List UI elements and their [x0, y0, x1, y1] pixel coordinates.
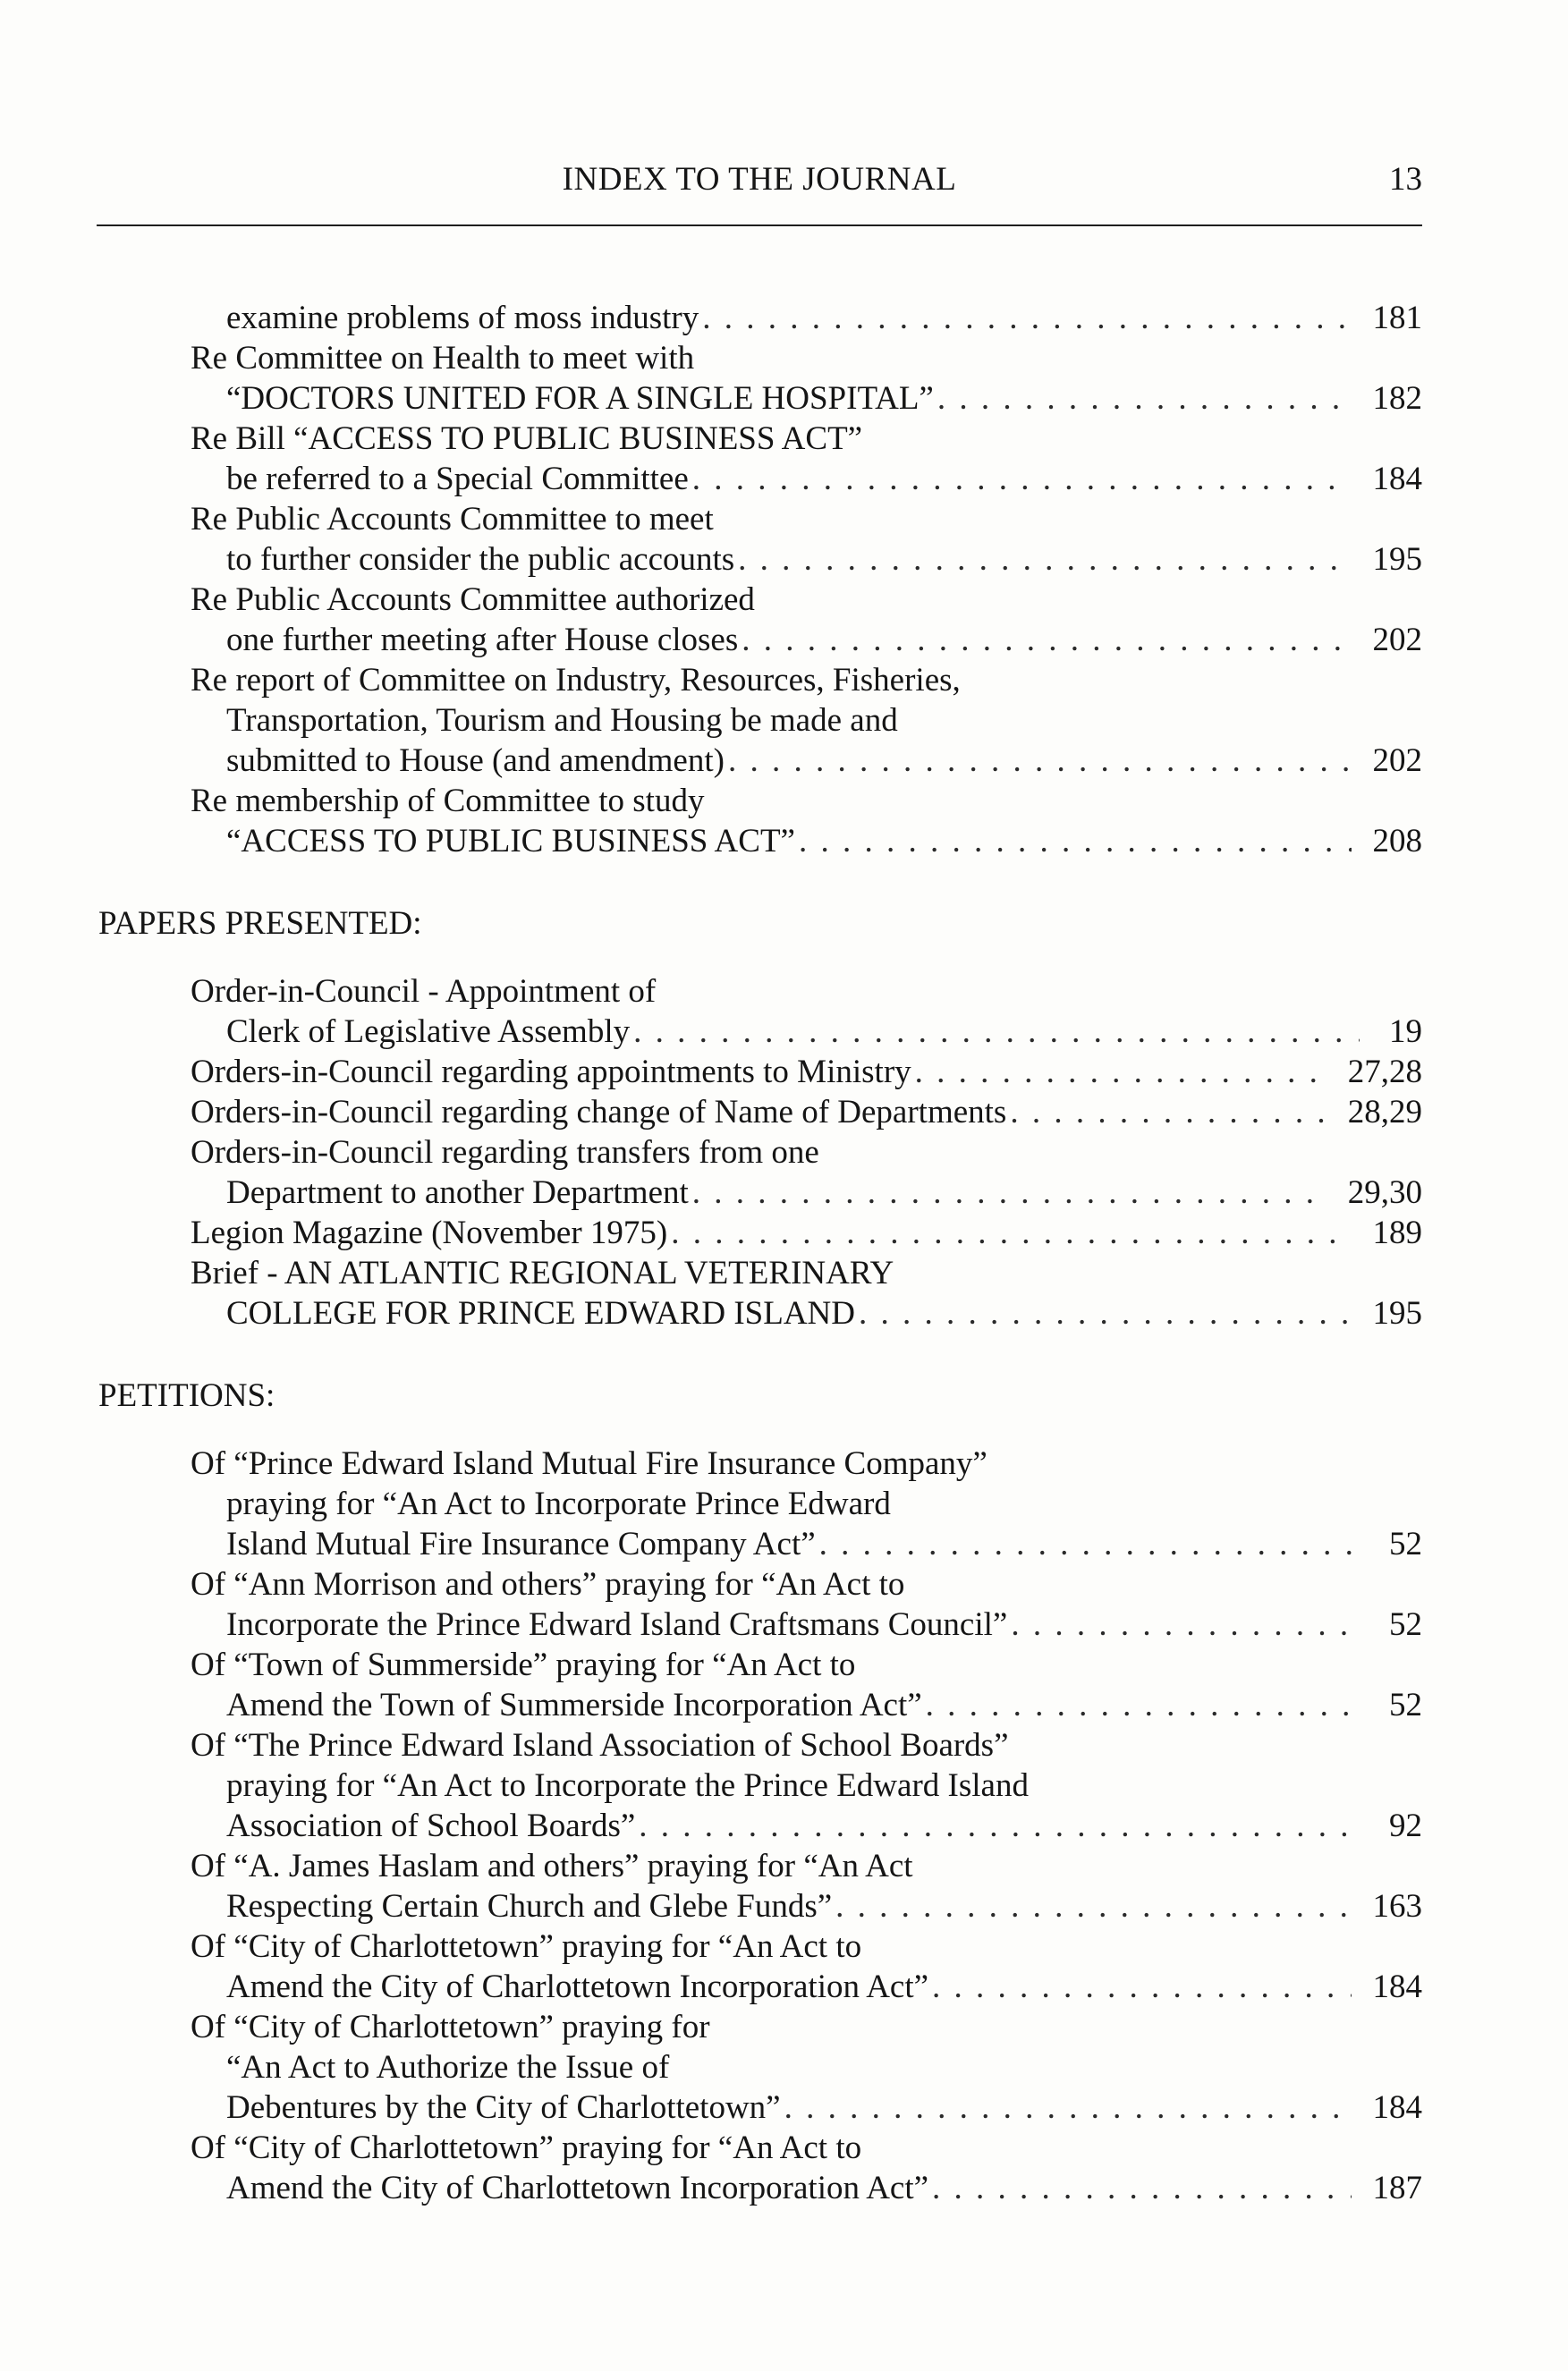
header-rule: [97, 224, 1422, 226]
section-heading: PAPERS PRESENTED:: [98, 905, 422, 942]
page-reference: 181: [1372, 300, 1422, 336]
index-entry: [0, 1725, 1568, 1846]
entry-text: Amend the Town of Summerside Incorporation Act”: [226, 1687, 922, 1723]
index-entry: [0, 1092, 1568, 1132]
entry-text: “An Act to Authorize the Issue of: [226, 2049, 670, 2086]
index-entry: [0, 2007, 1568, 2128]
index-line: [191, 1444, 1422, 1484]
continued-section: [0, 298, 1568, 861]
dot-leader: [738, 539, 1351, 580]
entry-text: praying for “An Act to Incorporate the Prince Edward Island: [226, 1767, 1029, 1804]
index-entry: [0, 971, 1568, 1052]
continued-entries: [0, 298, 1568, 861]
page-reference: 92: [1389, 1808, 1422, 1844]
entry-text: be referred to a Special Committee: [226, 461, 689, 497]
index-entry: [0, 781, 1568, 861]
index-line: [226, 1484, 1422, 1524]
index-line: [191, 419, 1422, 459]
dot-leader: [932, 1967, 1351, 2007]
dot-leader: [915, 1052, 1326, 1092]
running-title: INDEX TO THE JOURNAL: [562, 161, 957, 198]
entry-text: Re Committee on Health to meet with: [191, 340, 695, 377]
page-reference: 187: [1372, 2170, 1422, 2206]
page-reference: 27,28: [1347, 1054, 1422, 1090]
page-reference: 52: [1389, 1606, 1422, 1643]
index-entry: [0, 499, 1568, 580]
page-reference: 184: [1372, 461, 1422, 497]
entry-text: Of “City of Charlottetown” praying for “An Act to: [191, 2130, 862, 2166]
section-heading: PETITIONS:: [98, 1377, 275, 1414]
index-line: [226, 1806, 1422, 1846]
entry-text: Of “A. James Haslam and others” praying for “An Act: [191, 1848, 913, 1884]
index-entry: [0, 1926, 1568, 2007]
page-number: 13: [1389, 161, 1422, 198]
dot-leader: [784, 2087, 1352, 2128]
entry-text: Respecting Certain Church and Glebe Funds”: [226, 1888, 833, 1925]
index-entry: [0, 1564, 1568, 1645]
dot-leader: [702, 298, 1351, 338]
dot-leader: [742, 620, 1351, 660]
entry-text: to further consider the public accounts: [226, 541, 735, 578]
index-line: [226, 459, 1422, 499]
index-line: [191, 1213, 1422, 1253]
index-line: [191, 1253, 1422, 1293]
index-line: [226, 620, 1422, 660]
index-entry: [0, 2128, 1568, 2208]
page-reference: 182: [1372, 380, 1422, 417]
entry-text: Orders-in-Council regarding change of Name of Departments: [191, 1094, 1007, 1130]
entry-text: Re membership of Committee to study: [191, 783, 705, 819]
index-line: [226, 539, 1422, 580]
dot-leader: [728, 741, 1352, 781]
index-line: [226, 2047, 1422, 2087]
index-entry: [0, 1052, 1568, 1092]
dot-leader: [926, 1685, 1360, 1725]
dot-leader: [799, 821, 1352, 861]
index-line: [226, 1685, 1422, 1725]
index-line: [191, 580, 1422, 620]
index-entry: [0, 298, 1568, 338]
index-content: [0, 298, 1568, 2208]
entry-text: Re report of Committee on Industry, Resources, Fisheries,: [191, 662, 961, 699]
index-line: [191, 660, 1422, 700]
entry-text: “DOCTORS UNITED FOR A SINGLE HOSPITAL”: [226, 380, 934, 417]
entry-text: one further meeting after House closes: [226, 622, 739, 658]
index-entry: [0, 580, 1568, 660]
index-line: [226, 1524, 1422, 1564]
page-reference: 28,29: [1347, 1094, 1422, 1130]
entry-text: Of “City of Charlottetown” praying for “An Act to: [191, 1928, 862, 1965]
index-line: [226, 741, 1422, 781]
index-entry: [0, 419, 1568, 499]
entry-text: Orders-in-Council regarding transfers from one: [191, 1134, 819, 1171]
index-line: [191, 1052, 1422, 1092]
petitions-section: [0, 1376, 1568, 2208]
page-reference: 202: [1372, 622, 1422, 658]
papers-presented-entries: [0, 971, 1568, 1334]
index-line: [226, 1173, 1422, 1213]
index-line: [226, 378, 1422, 419]
index-line: [191, 781, 1422, 821]
page-reference: 202: [1372, 742, 1422, 779]
dot-leader: [633, 1012, 1360, 1052]
index-line: [191, 338, 1422, 378]
entry-text: Island Mutual Fire Insurance Company Act”: [226, 1526, 816, 1562]
page-reference: 52: [1389, 1526, 1422, 1562]
dot-leader: [859, 1293, 1352, 1334]
entry-text: Brief - AN ATLANTIC REGIONAL VETERINARY: [191, 1255, 894, 1291]
entry-text: Association of School Boards”: [226, 1808, 636, 1844]
entry-text: COLLEGE FOR PRINCE EDWARD ISLAND: [226, 1295, 855, 1332]
index-entry: [0, 1253, 1568, 1334]
index-entry: [0, 1846, 1568, 1926]
index-entry: [0, 1645, 1568, 1725]
entry-text: Re Bill “ACCESS TO PUBLIC BUSINESS ACT”: [191, 420, 863, 457]
index-line: [226, 298, 1422, 338]
index-line: [226, 1012, 1422, 1052]
dot-leader: [835, 1886, 1351, 1926]
page-reference: 184: [1372, 2089, 1422, 2126]
dot-leader: [692, 459, 1352, 499]
index-line: [226, 1293, 1422, 1334]
entry-text: Incorporate the Prince Edward Island Craftsmans Council”: [226, 1606, 1008, 1643]
dot-leader: [1010, 1092, 1326, 1132]
entry-text: Of “City of Charlottetown” praying for: [191, 2009, 710, 2045]
entry-text: Of “The Prince Edward Island Association of School Boards”: [191, 1727, 1009, 1764]
page-reference: 195: [1372, 1295, 1422, 1332]
index-entry: [0, 1444, 1568, 1564]
petitions-entries: [0, 1444, 1568, 2208]
entry-text: Clerk of Legislative Assembly: [226, 1013, 631, 1050]
dot-leader: [692, 1173, 1326, 1213]
index-line: [226, 821, 1422, 861]
page-reference: 208: [1372, 823, 1422, 859]
index-line: [191, 2007, 1422, 2047]
index-line: [226, 1605, 1422, 1645]
index-entry: [0, 1213, 1568, 1253]
papers-presented-section: [0, 903, 1568, 1334]
dot-leader: [671, 1213, 1351, 1253]
index-line: [191, 1132, 1422, 1173]
entry-text: praying for “An Act to Incorporate Prince Edward: [226, 1486, 891, 1522]
entry-text: Of “Prince Edward Island Mutual Fire Insurance Company”: [191, 1445, 987, 1482]
entry-text: examine problems of moss industry: [226, 300, 699, 336]
running-head: [97, 159, 1422, 202]
index-line: [226, 1886, 1422, 1926]
entry-text: submitted to House (and amendment): [226, 742, 725, 779]
entry-text: Orders-in-Council regarding appointments to Ministry: [191, 1054, 911, 1090]
entry-text: “ACCESS TO PUBLIC BUSINESS ACT”: [226, 823, 795, 859]
entry-text: Amend the City of Charlottetown Incorporation Act”: [226, 1969, 929, 2005]
index-line: [191, 1092, 1422, 1132]
dot-leader: [932, 2168, 1351, 2208]
dot-leader: [639, 1806, 1360, 1846]
section-spacer: [0, 1334, 1568, 1376]
entry-text: Debentures by the City of Charlottetown”: [226, 2089, 781, 2126]
index-line: [226, 1766, 1422, 1806]
page-reference: 52: [1389, 1687, 1422, 1723]
page-reference: 29,30: [1347, 1174, 1422, 1211]
entry-text: Re Public Accounts Committee to meet: [191, 501, 714, 538]
dot-leader: [937, 378, 1352, 419]
index-line: [226, 2087, 1422, 2128]
page-reference: 184: [1372, 1969, 1422, 2005]
page-reference: 195: [1372, 541, 1422, 578]
entry-text: Department to another Department: [226, 1174, 689, 1211]
page-reference: 163: [1372, 1888, 1422, 1925]
entry-text: Order-in-Council - Appointment of: [191, 973, 657, 1010]
index-line: [191, 1846, 1422, 1886]
index-line: [226, 1967, 1422, 2007]
page-reference: 189: [1372, 1215, 1422, 1251]
section-spacer: [0, 861, 1568, 903]
index-line: [191, 1645, 1422, 1685]
index-entry: [0, 660, 1568, 781]
index-line: [191, 971, 1422, 1012]
index-line: [191, 1926, 1422, 1967]
page-reference: 19: [1389, 1013, 1422, 1050]
entry-text: Of “Town of Summerside” praying for “An Act to: [191, 1647, 856, 1683]
entry-text: Of “Ann Morrison and others” praying for “An Act to: [191, 1566, 905, 1603]
index-line: [191, 1725, 1422, 1766]
dot-leader: [819, 1524, 1360, 1564]
index-line: [191, 2128, 1422, 2168]
index-line: [226, 700, 1422, 741]
index-entry: [0, 338, 1568, 419]
entry-text: Legion Magazine (November 1975): [191, 1215, 668, 1251]
dot-leader: [1011, 1605, 1360, 1645]
entry-text: Amend the City of Charlottetown Incorporation Act”: [226, 2170, 929, 2206]
entry-text: Transportation, Tourism and Housing be made and: [226, 702, 898, 739]
index-line: [191, 1564, 1422, 1605]
entry-text: Re Public Accounts Committee authorized: [191, 581, 755, 618]
index-line: [226, 2168, 1422, 2208]
index-line: [191, 499, 1422, 539]
index-entry: [0, 1132, 1568, 1213]
